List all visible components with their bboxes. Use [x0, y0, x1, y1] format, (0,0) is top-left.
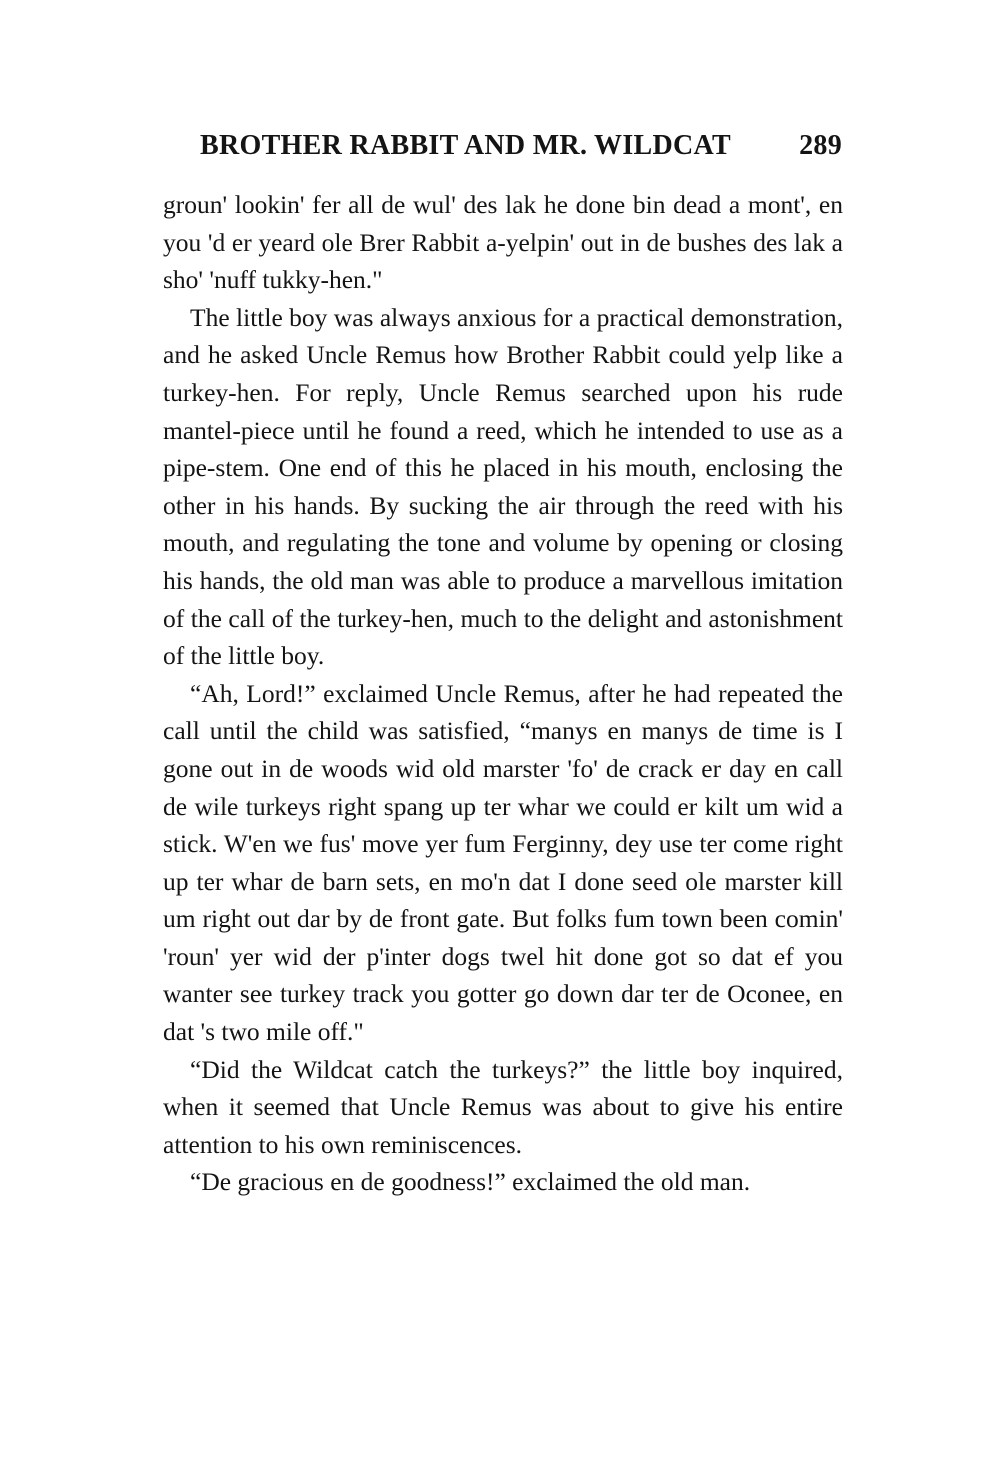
body-text	[163, 186, 843, 1201]
paragraph-continued: groun' lookin' fer all de wul' des lak he done bin dead a mont', en you 'd er yeard ole Brer Rabbit a-yelpin' out in de bushes des lak a sho' 'nuff tukky-hen."	[163, 190, 843, 295]
paragraph: The little boy was always anxious for a practical demonstration, and he asked Uncle Remus how Brother Rabbit could yelp like a turkey-hen. For reply, Uncle Remus searched upon his rude mantel-piece until he found a reed, which he intended to use as a pipe-stem. One end of this he placed in his mouth, enclosing the other in his hands. By sucking the air through the reed with his mouth, and regulating the tone and volume by opening or closing his hands, the old man was able to produce a marvellous imitation of the call of the turkey-hen, much to the delight and astonishment of the little boy.	[163, 302, 843, 671]
paragraph: “De gracious en de goodness!” exclaimed the old man.	[190, 1167, 751, 1197]
page-number: 289	[799, 130, 842, 161]
running-head	[200, 130, 842, 170]
paragraph: “Ah, Lord!” exclaimed Uncle Remus, after he had repeated the call until the child was satisfied, “manys en manys de time is I gone out in de woods wid old marster 'fo' de crack er day en call de wile turkeys right spang up ter whar we could er kilt um wid a stick. W'en we fus' move yer fum Ferginny, dey use ter come right up ter whar de barn sets, en mo'n dat I done seed ole marster kill um right out dar by de front gate. But folks fum town been comin' 'roun' yer wid der p'inter dogs twel hit done got so dat ef you wanter see turkey track you gotter go down dar ter de Oconee, en dat 's two mile off."	[163, 678, 843, 1047]
running-title: BROTHER RABBIT AND MR. WILDCAT	[200, 130, 731, 161]
paragraph: “Did the Wildcat catch the turkeys?” the little boy inquired, when it seemed that Uncle Remus was about to give his entire attention to his own reminiscences.	[163, 1054, 843, 1159]
